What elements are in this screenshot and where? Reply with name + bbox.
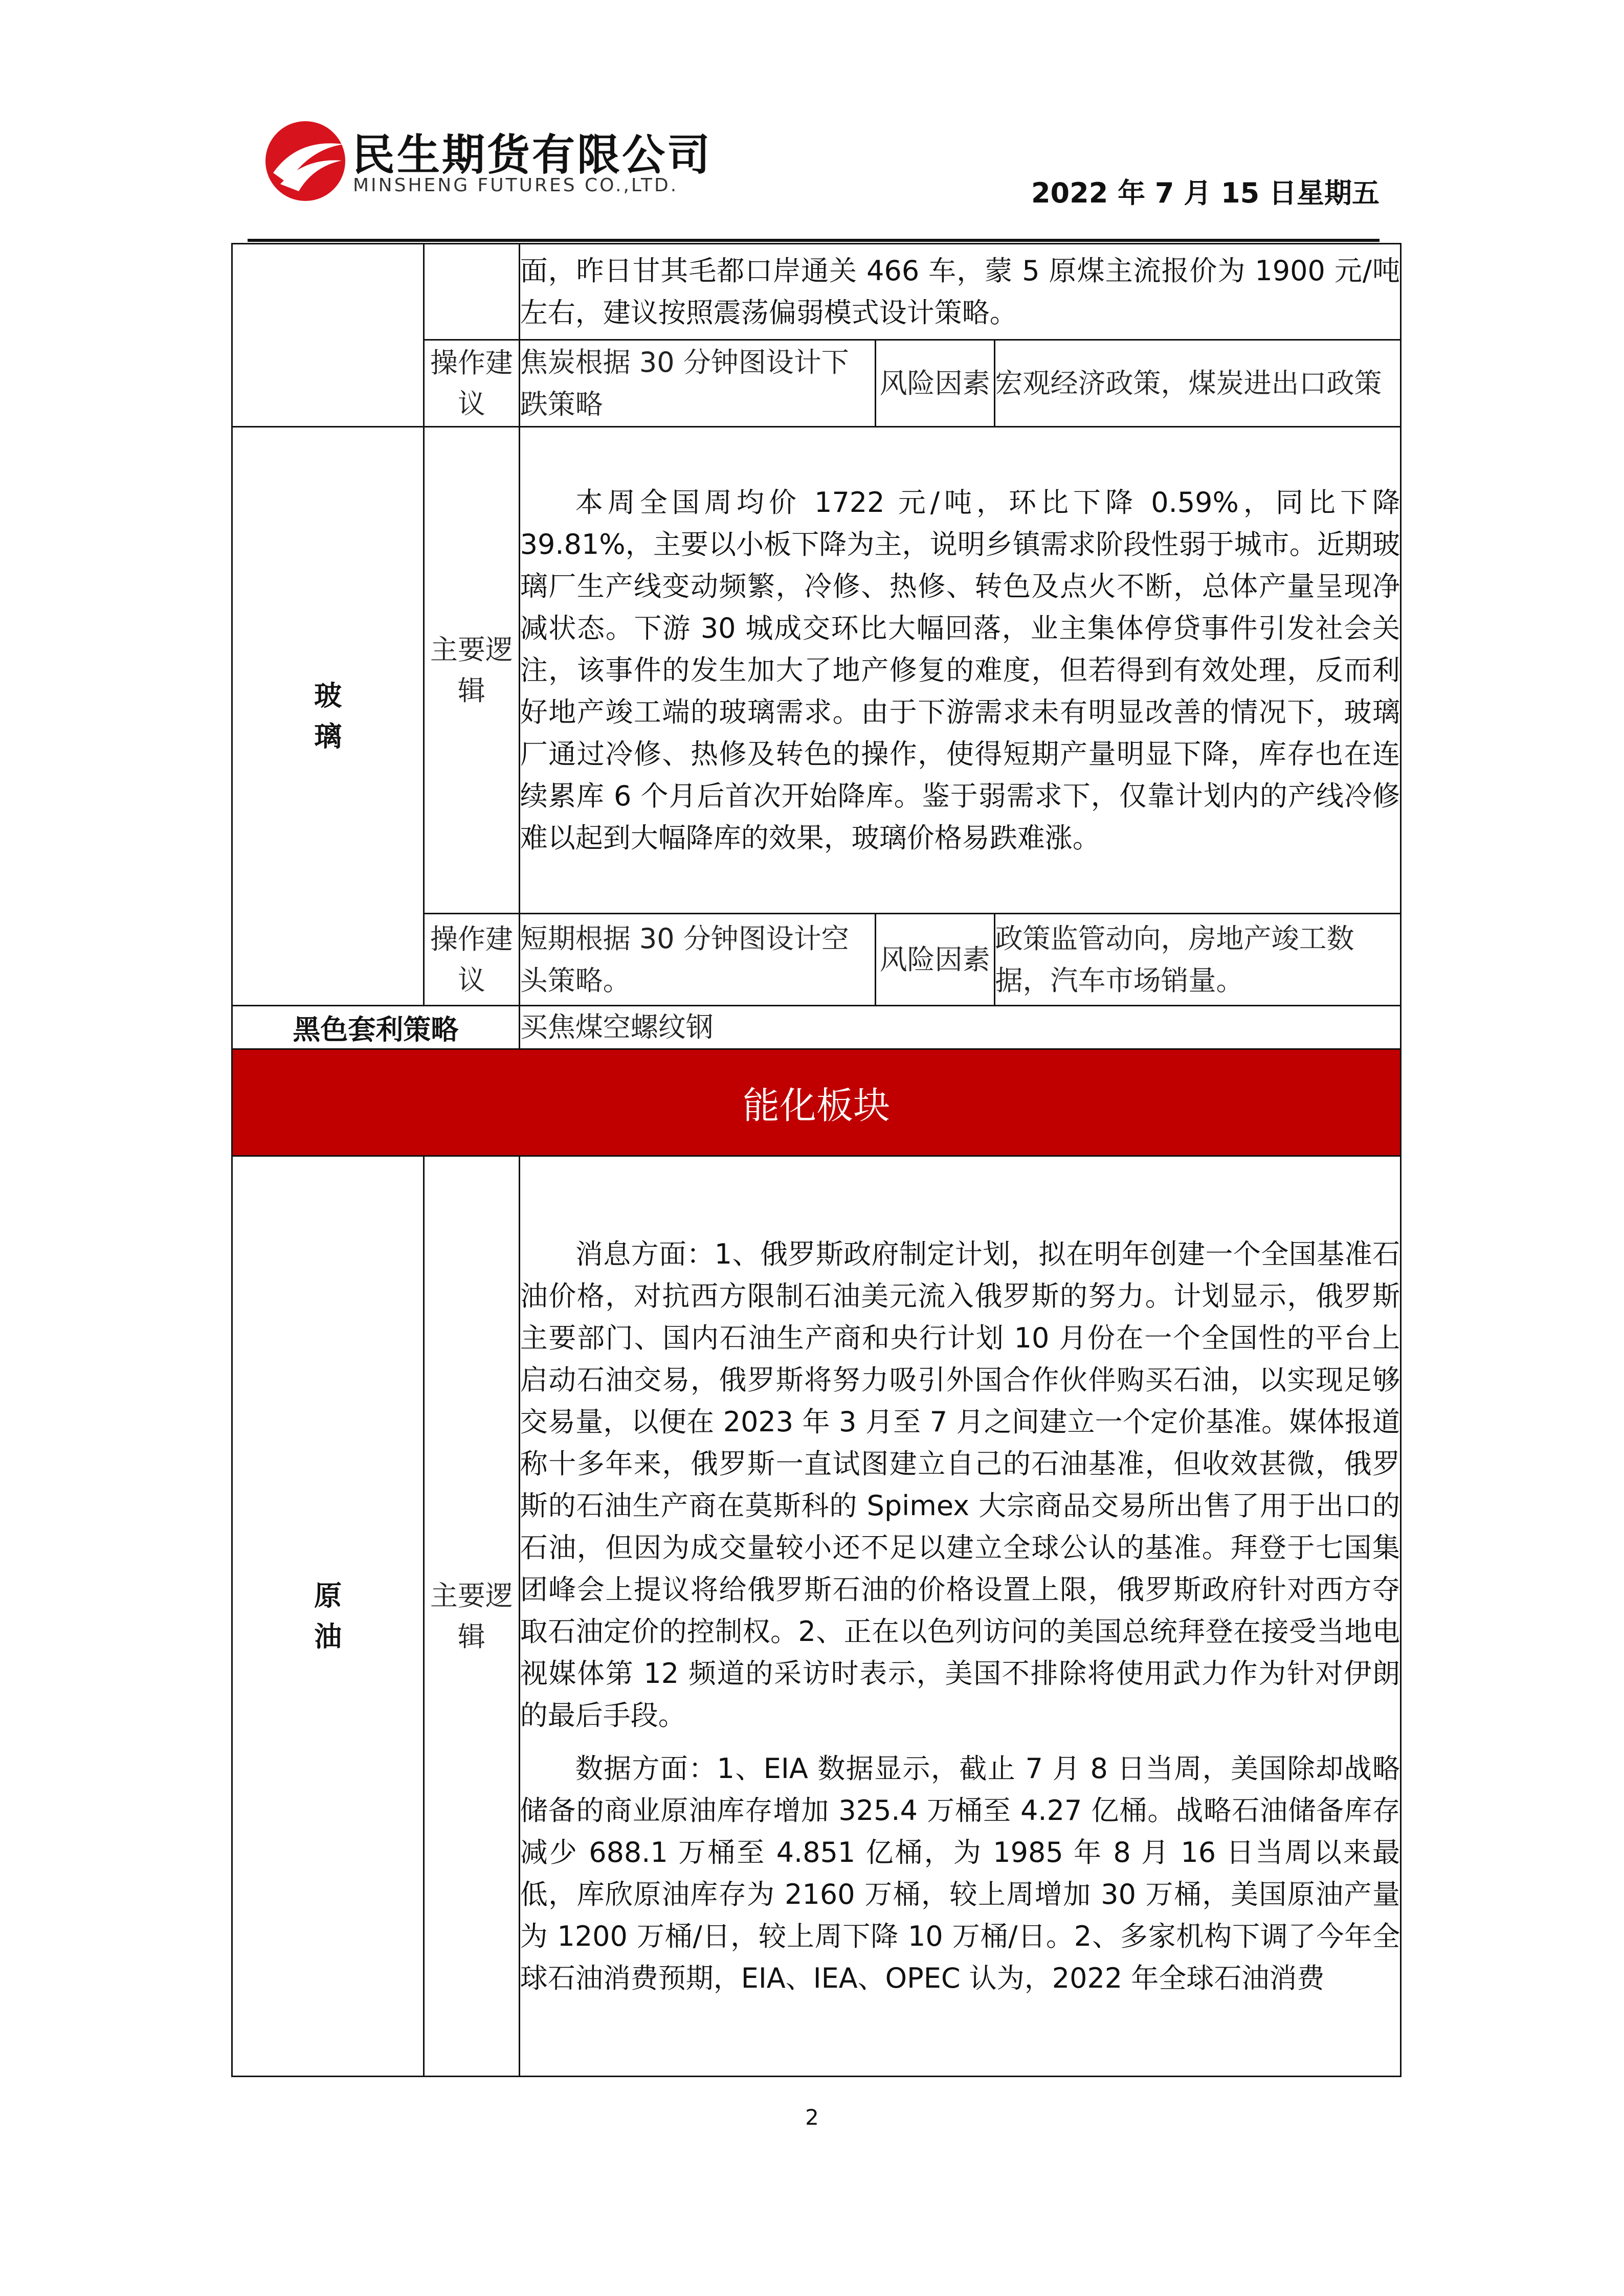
black-arbitrage-label: 黑色套利策略 <box>232 1006 520 1049</box>
black-arbitrage-row <box>232 1006 1401 1049</box>
glass-section-title: 玻 璃 <box>232 427 424 1006</box>
coke-op-text: 焦炭根据 30 分钟图设计下跌策略 <box>519 340 875 427</box>
coke-risk-text: 宏观经济政策，煤炭进出口政策 <box>994 340 1400 427</box>
glass-logic-text: 本周全国周均价 1722 元/吨，环比下降 0.59%，同比下降 39.81%，主要以小板下降为主，说明乡镇需求阶段性弱于城市。近期玻璃厂生产线变动频繁，冷修、热修、转色及点火不断，总体产量呈现净减状态。下游 30 城成交环比大幅回落，业主集体停贷事件引发社会关注，该事件的发生加大了地产修复的难度，但若得到有效处理，反而利好地产竣工端的玻璃需求。由于下游需求未有明显改善的情况下，玻璃厂通过冷修、热修及转色的操作，使得短期产量明显下降，库存也在连续累库 6 个月后首次开始降库。鉴于弱需求下，仅靠计划内的产线冷修难以起到大幅降库的效果，玻璃价格易跌难涨。 <box>519 427 1400 914</box>
crude-logic-label: 主要逻辑 <box>424 1156 520 2077</box>
glass-risk-text: 政策监管动向，房地产竣工数据，汽车市场销量。 <box>994 914 1400 1006</box>
glass-risk-label: 风险因素 <box>875 914 994 1006</box>
report-date: 2022 年 7 月 15 日星期五 <box>1031 177 1380 209</box>
coke-logic-row <box>232 244 1401 340</box>
black-arbitrage-text: 买焦煤空螺纹钢 <box>519 1006 1400 1049</box>
page-number: 2 <box>805 2105 819 2130</box>
glass-op-text: 短期根据 30 分钟图设计空头策略。 <box>519 914 875 1006</box>
coke-risk-label: 风险因素 <box>875 340 994 427</box>
strategy-table <box>231 243 1401 2077</box>
company-name-en: MINSHENG FUTURES CO.,LTD. <box>353 175 679 196</box>
coke-section-cell <box>232 244 424 427</box>
crude-news-paragraph: 消息方面：1、俄罗斯政府制定计划，拟在明年创建一个全国基准石油价格，对抗西方限制石油美元流入俄罗斯的努力。计划显示，俄罗斯主要部门、国内石油生产商和央行计划 10 月份在一个全国性的平台上启动石油交易，俄罗斯将努力吸引外国合作伙伴购买石油，以实现足够交易量，以便在 2023 年 3 月至 7 月之间建立一个定价基准。媒体报道称十多年来，俄罗斯一直试图建立自己的石油基准，但收效甚微，俄罗斯的石油生产商在莫斯科的 Spimex 大宗商品交易所出售了用于出口的石油，但因为成交量较小还不足以建立全球公认的基准。拜登于七国集团峰会上提议将给俄罗斯石油的价格设置上限，俄罗斯政府针对西方夺取石油定价的控制权。2、正在以色列访问的美国总统拜登在接受当地电视媒体第 12 频道的采访时表示，美国不排除将使用武力作为针对伊朗的最后手段。 <box>520 1237 1400 1731</box>
company-name-cn: 民生期货有限公司 <box>352 130 713 180</box>
crude-logic-text <box>519 1156 1400 2077</box>
minsheng-logo-icon <box>262 118 349 205</box>
glass-logic-label: 主要逻辑 <box>424 427 520 914</box>
coke-op-label: 操作建议 <box>424 340 520 427</box>
crude-section-title: 原 油 <box>232 1156 424 2077</box>
coke-logic-text: 面，昨日甘其毛都口岸通关 466 车，蒙 5 原煤主流报价为 1900 元/吨左右，建议按照震荡偏弱模式设计策略。 <box>519 244 1400 340</box>
coke-logic-label-cell <box>424 244 520 340</box>
glass-logic-row <box>232 427 1401 914</box>
energy-section-banner: 能化板块 <box>232 1049 1401 1156</box>
header-divider <box>248 239 1380 242</box>
crude-data-paragraph: 数据方面：1、EIA 数据显示，截止 7 月 8 日当周，美国除却战略储备的商业原油库存增加 325.4 万桶至 4.27 亿桶。战略石油储备库存减少 688.1 万桶至 4.851 亿桶，为 1985 年 8 月 16 日当周以来最低，库欣原油库存为 2160 万桶，较上周增加 30 万桶，美国原油产量为 1200 万桶/日，较上周下降 10 万桶/日。2、多家机构下调了今年全球石油消费预期，EIA、IEA、OPEC 认为，2022 年全球石油消费 <box>520 1752 1400 1994</box>
company-logo <box>262 118 799 205</box>
crude-logic-row <box>232 1156 1401 2077</box>
glass-op-label: 操作建议 <box>424 914 520 1006</box>
energy-banner-row <box>232 1049 1401 1156</box>
